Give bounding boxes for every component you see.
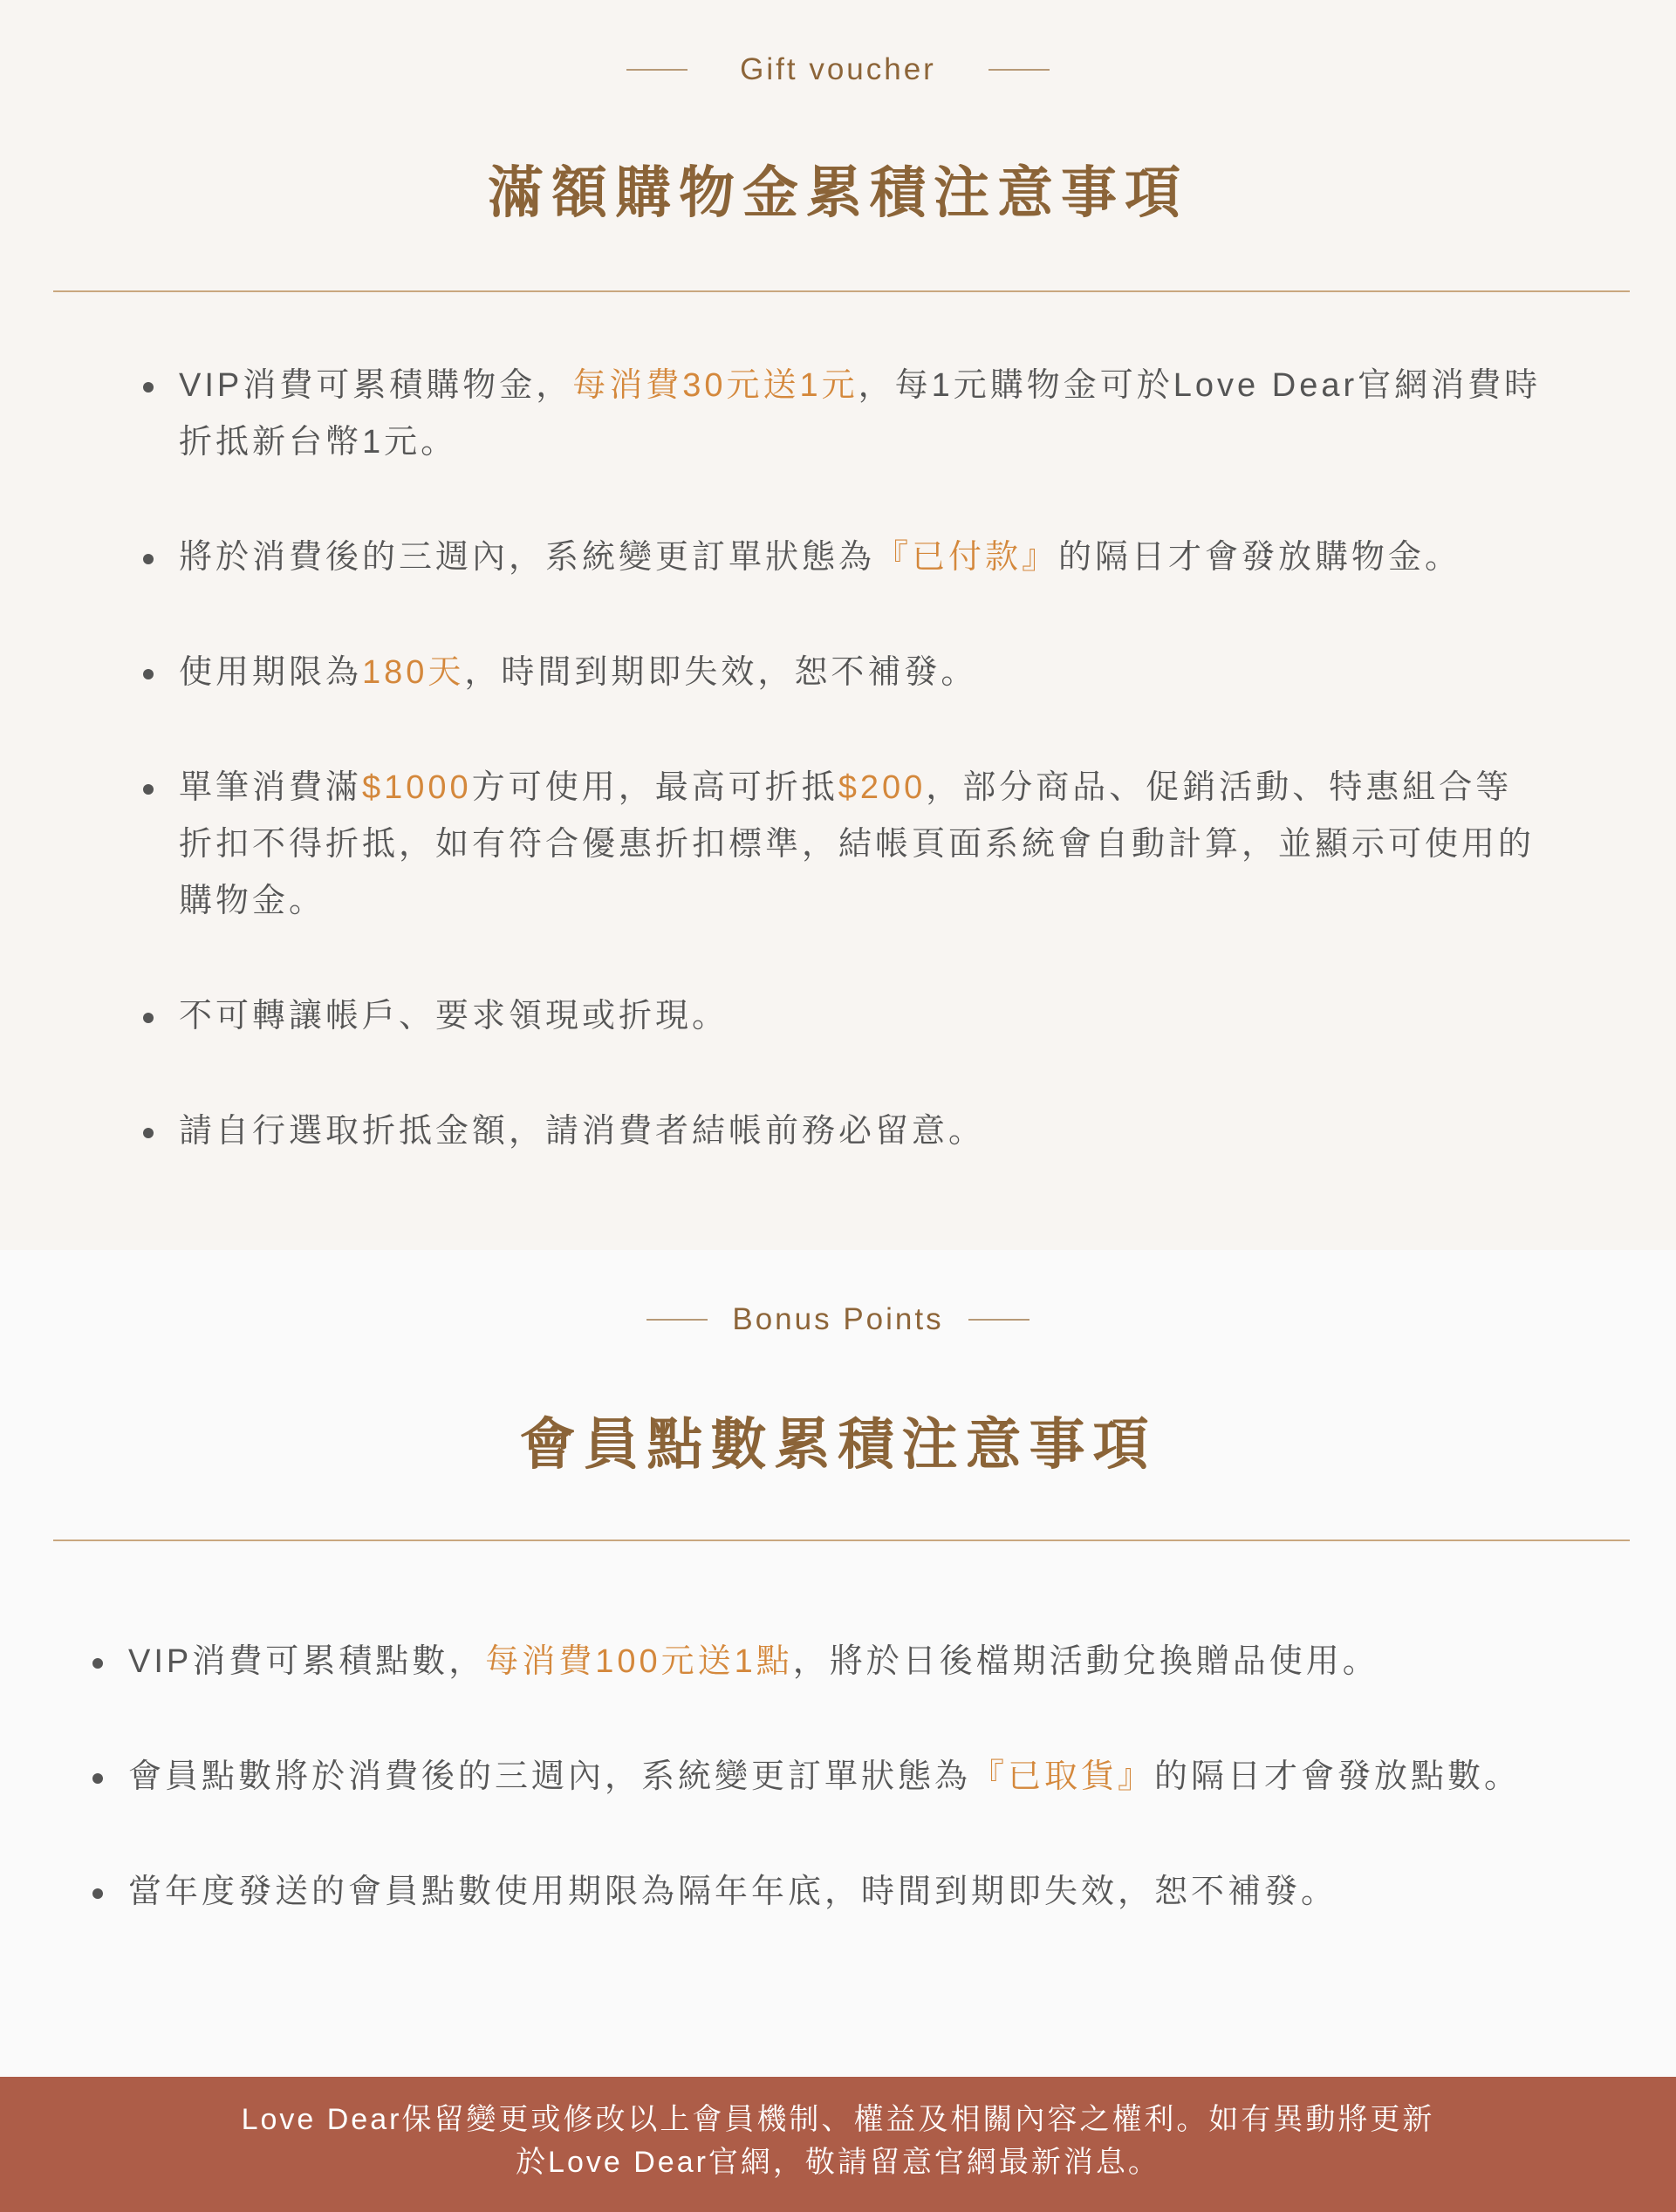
gift-title: 滿額購物金累積注意事項 [488, 161, 1188, 224]
item-text: 請自行選取折抵金額，請消費者結帳前務必留意。 [179, 1113, 986, 1150]
highlight-text: $200 [838, 769, 927, 806]
item-text: ，將於日後檔期活動兌換贈品使用。 [792, 1643, 1379, 1680]
divider [968, 1319, 1030, 1321]
footer-disclaimer [0, 2077, 1676, 2212]
highlight-text: $1000 [362, 769, 472, 806]
list-item [179, 988, 1549, 1045]
list-item [128, 1864, 1646, 1921]
item-text: 的隔日才會發放點數。 [1154, 1758, 1522, 1795]
divider [626, 69, 688, 71]
list-item [179, 1103, 1549, 1160]
bonus-points-section [0, 1250, 1676, 2077]
footer-line-2: 於Love Dear官網，敬請留意官網最新消息。 [516, 2146, 1160, 2179]
item-text: 不可轉讓帳戶、要求領現或折現。 [179, 998, 729, 1034]
highlight-text: 每消費30元送1元 [572, 367, 859, 404]
bonus-eyebrow-text: Bonus Points [732, 1302, 944, 1336]
item-text: 當年度發送的會員點數使用期限為隔年年底，時間到期即失效，恕不補發。 [128, 1874, 1338, 1910]
bonus-title: 會員點數累積注意事項 [519, 1413, 1157, 1476]
item-text: VIP消費可累積購物金， [179, 367, 573, 404]
item-text: 方可使用，最高可折抵 [471, 769, 838, 806]
highlight-text: 『已取貨』 [971, 1758, 1155, 1795]
item-text: ，時間到期即失效，恕不補發。 [464, 654, 978, 691]
gift-notes-list [179, 358, 1549, 1219]
highlight-text: 『已付款』 [875, 539, 1059, 576]
highlight-text: 180天 [362, 654, 465, 691]
list-item [179, 760, 1549, 930]
item-text: 會員點數將於消費後的三週內，系統變更訂單狀態為 [128, 1758, 972, 1795]
list-item [179, 529, 1549, 586]
list-item [179, 645, 1549, 701]
item-text: ，部分商品、促銷活動、特惠組合等折扣不得折抵，如有符合優惠折扣標準，結帳頁面系統會自動計算，並顯示可使用的購物金。 [179, 769, 1536, 919]
list-item [128, 1749, 1646, 1806]
divider [646, 1319, 708, 1321]
gift-divider [53, 290, 1630, 292]
bonus-eyebrow [0, 1302, 1676, 1337]
gift-eyebrow-text: Gift voucher [740, 52, 936, 86]
gift-eyebrow [0, 52, 1676, 87]
divider [988, 69, 1050, 71]
bonus-divider [53, 1540, 1630, 1541]
item-text: VIP消費可累積點數， [128, 1643, 486, 1680]
list-item [179, 358, 1549, 471]
item-text: ，每1元購物金可於Love Dear官網消費時折抵新台幣1元。 [179, 367, 1542, 461]
item-text: 使用期限為 [179, 654, 363, 691]
item-text: 將於消費後的三週內，系統變更訂單狀態為 [179, 539, 876, 576]
bonus-notes-list [128, 1634, 1646, 1979]
item-text: 的隔日才會發放購物金。 [1058, 539, 1462, 576]
item-text: 單筆消費滿 [179, 769, 363, 806]
highlight-text: 每消費100元送1點 [485, 1643, 793, 1680]
list-item [128, 1634, 1646, 1690]
footer-line-1: Love Dear保留變更或修改以上會員機制、權益及相關內容之權利。如有異動將更新 [241, 2103, 1435, 2136]
